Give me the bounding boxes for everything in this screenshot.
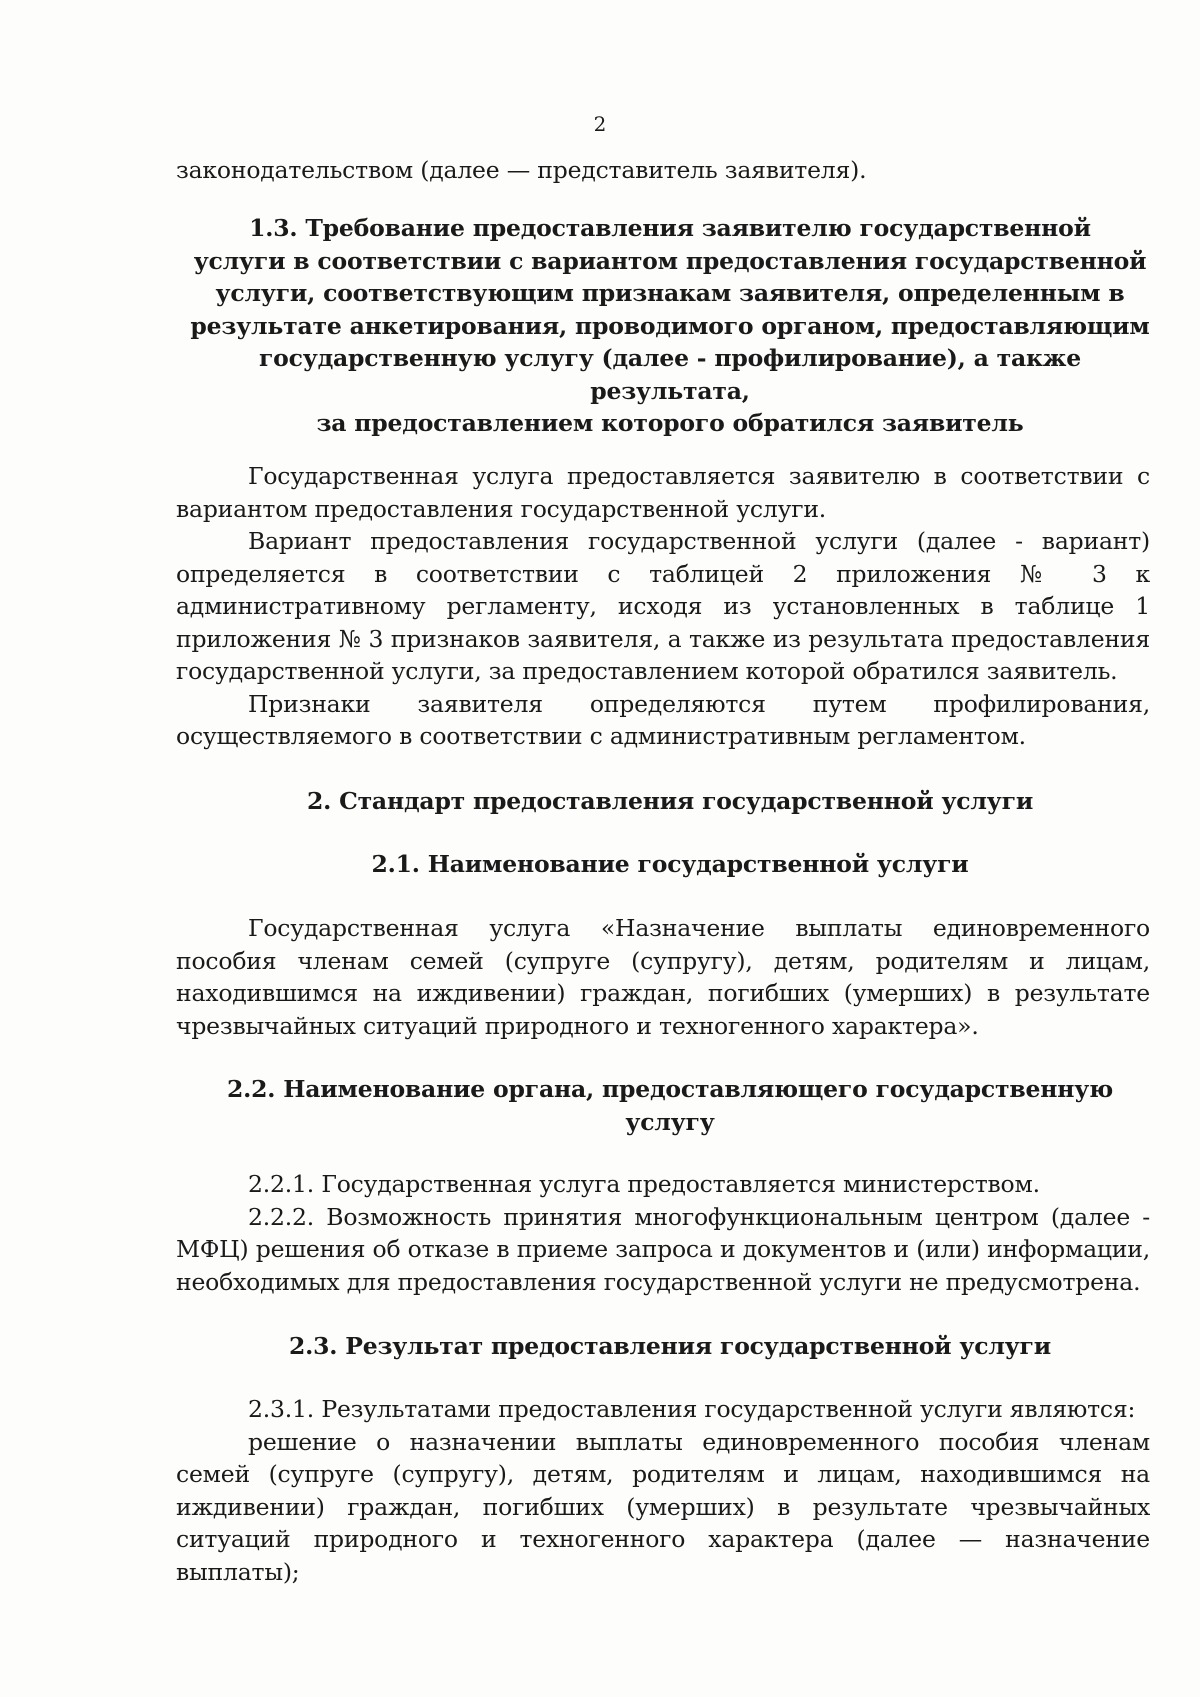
paragraph: решение о назначении выплаты единовременного пособия членам семей (супруге (супругу), детям, родителям и лицам, находившимся на иждивении) граждан, погибших (умерших) в результате чрезвычайных ситуаций природного и техногенного характера (далее — назначение выплаты);: [176, 1427, 1150, 1586]
paragraph: 2.2.2. Возможность принятия многофункциональным центром (далее - МФЦ) решения об отказе в приеме запроса и документов и (или) информации, необходимых для предоставления государственной услуги не предусмотрена.: [176, 1202, 1150, 1296]
paragraph: 2.2.1. Государственная услуга предоставляется министерством.: [248, 1170, 1040, 1198]
heading-line: 2.2. Наименование органа, предоставляющего государственную: [226, 1075, 1114, 1103]
intro-block: [176, 154, 1150, 187]
heading-line: государственную услугу (далее - профилирование), а также результата,: [258, 344, 1082, 405]
heading-line: за предоставлением которого обратился заявитель: [316, 409, 1024, 437]
heading-line: результате анкетирования, проводимого органом, предоставляющим: [190, 311, 1150, 340]
paragraph: Государственная услуга предоставляется заявителю в соответствии с вариантом предоставления государственной услуги.: [176, 462, 1150, 523]
paragraph: Вариант предоставления государственной услуги (далее - вариант) определяется в соответствии с таблицей 2 приложения № 3 к административному регламенту, исходя из установленных в таблице 1 приложения № 3 признаков заявителя, а также из результата предоставления государственной услуги, за предоставлением которой обратился заявитель.: [176, 527, 1150, 685]
section-2-3-body: [176, 1393, 1150, 1588]
section-2-heading: 2. Стандарт предоставления государственной услуги: [306, 787, 1034, 815]
page-number: 2: [593, 112, 607, 136]
heading-line: услуги, соответствующим признакам заявителя, определенным в: [215, 279, 1125, 307]
section-1-3-heading: [190, 212, 1150, 440]
paragraph: 2.3.1. Результатами предоставления государственной услуги являются:: [248, 1395, 1136, 1423]
section-2-2-heading: [190, 1073, 1150, 1138]
heading-line: услугу: [625, 1107, 715, 1136]
paragraph: Государственная услуга «Назначение выплаты единовременного пособия членам семей (супруге (супругу), детям, родителям и лицам, находившимся на иждивении) граждан, погибших (умерших) в результате чрезвычайных ситуаций природного и техногенного характера».: [176, 914, 1150, 1040]
heading-line: 1.3. Требование предоставления заявителю государственной: [249, 214, 1091, 242]
section-2-1-body: [176, 912, 1150, 1042]
paragraph: Признаки заявителя определяются путем профилирования, осуществляемого в соответствии с административным регламентом.: [176, 689, 1150, 750]
section-1-3-body: [176, 460, 1150, 753]
heading-line: услуги в соответствии с вариантом предоставления государственной: [193, 246, 1147, 275]
section-2-2-body: [176, 1168, 1150, 1298]
section-2-3-heading: 2.3. Результат предоставления государственной услуги: [289, 1332, 1051, 1360]
section-2-1-heading: 2.1. Наименование государственной услуги: [371, 850, 969, 878]
intro-line: законодательством (далее — представитель заявителя).: [176, 156, 867, 184]
